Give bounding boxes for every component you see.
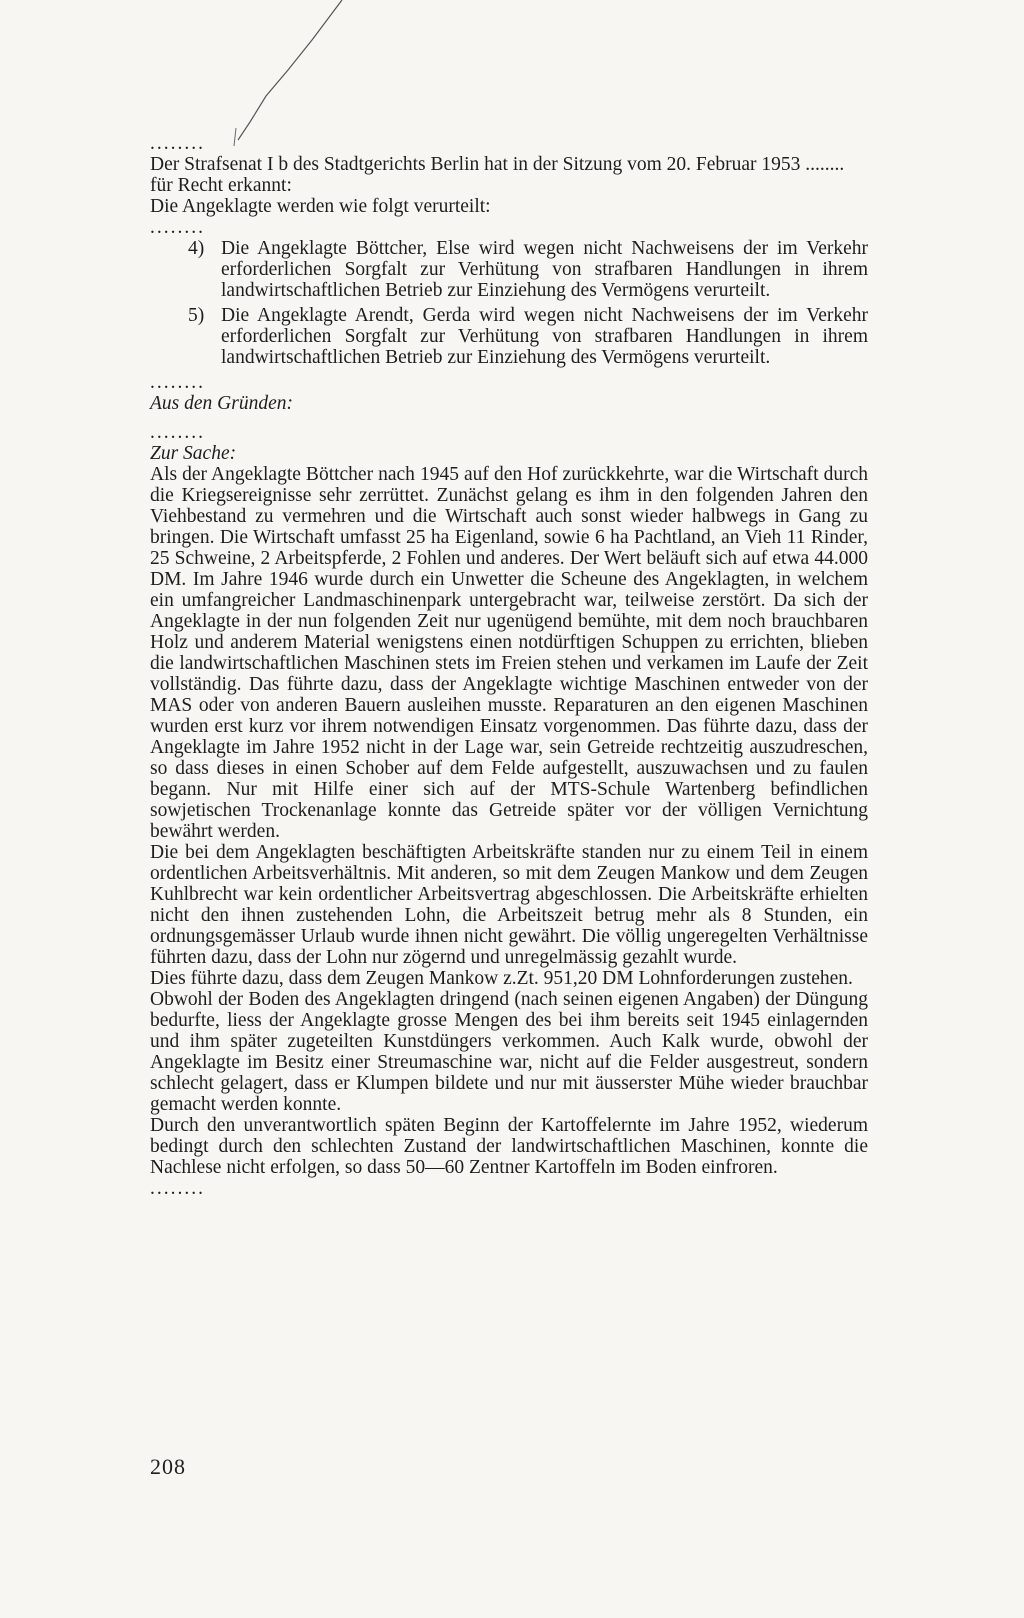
ellipsis-dots: ........ <box>150 422 205 443</box>
ellipsis-dots: ........ <box>150 133 205 154</box>
paragraph: Dies führte dazu, dass dem Zeugen Mankow z.Zt. 951,20 DM Lohnforderungen zustehen. <box>150 968 853 989</box>
paragraph: Als der Angeklagte Böttcher nach 1945 auf den Hof zurückkehrte, war die Wirtschaft durch die Kriegsereignisse sehr zerrüttet. Zunächst gelang es ihm in den folgenden Jahren den Viehbestand zu vermehren und die Wirtschaft auch sonst wieder halbwegs in Gang zu bringen. Die Wirtschaft umfasst 25 ha Eigenland, sowie 6 ha Pachtland, an Vieh 11 Rinder, 25 Schweine, 2 Arbeitspferde, 2 Fohlen und anderes. Der Wert beläuft sich auf etwa 44.000 DM. Im Jahre 1946 wurde durch ein Unwetter die Scheune des Angeklagten, in welchem ein umfangreicher Landmaschinenpark untergebracht war, teilweise zerstört. Da sich der Angeklagte in der nun folgenden Zeit nur ugenügend bemühte, mit dem noch brauchbaren Holz und anderem Material wenigstens einen notdürftigen Schuppen zu errichten, blieben die landwirtschaftlichen Maschinen stets im Freien stehen und verkamen im Laufe der Zeit vollständig. Das führte dazu, dass der Angeklagte wichtige Maschinen entweder von der MAS oder von anderen Bauern ausleihen musste. Reparaturen an den eigenen Maschinen wurden erst kurz vor ihrem notwendigen Einsatz vorgenommen. Das führte dazu, dass der Angeklagte im Jahre 1952 nicht in der Lage war, sein Getreide rechtzeitig auszudreschen, so dass dieses in einen Schober auf dem Felde aufgestellt, auszuwachsen und zu faulen begann. Nur mit Hilfe einer sich auf der MTS-Schule Wartenberg befindlichen sowjetischen Trockenanlage konnte das Getreide später vor der völligen Vernichtung bewährt werden. <box>150 464 868 842</box>
heading-gruende: Aus den Gründen: <box>150 393 293 414</box>
verdict-item-text: Die Angeklagte Böttcher, Else wird wegen nicht Nachweisens der im Verkehr erforderlichen Sorgfalt zur Verhütung von strafbaren Handlungen in ihrem landwirtschaftlichen Betrieb zur Einziehung des Vermögens verurteilt. <box>221 238 868 301</box>
paragraph: Durch den unverantwortlich späten Beginn der Kartoffelernte im Jahre 1952, wiederum bedingt durch den schlechten Zustand der landwirtschaftlichen Maschinen, konnte die Nachlese nicht erfolgen, so dass 50—60 Zentner Kartoffeln im Boden einfroren. <box>150 1115 868 1178</box>
paragraph: Die bei dem Angeklagten beschäftigten Arbeitskräfte standen nur zu einem Teil in einem ordentlichen Arbeitsverhältnis. Mit anderen, so mit dem Zeugen Mankow und dem Zeugen Kuhlbrecht war kein ordentlicher Arbeitsvertrag abgeschlossen. Die Arbeitskräfte erhielten nicht den ihnen zustehenden Lohn, die Arbeitszeit betrug mehr als 8 Stunden, ein ordnungsgemässer Urlaub wurde ihnen nicht gewährt. Die völlig ungeregelten Verhältnisse führten dazu, dass der Lohn nur zögernd und unregelmässig gezahlt wurde. <box>150 842 868 968</box>
fuer-recht-erkannt: für Recht erkannt: <box>150 175 292 196</box>
verdict-item <box>188 305 868 368</box>
verdict-item-number: 5) <box>188 305 205 326</box>
heading-sache: Zur Sache: <box>150 443 237 464</box>
ellipsis-dots: ........ <box>150 372 205 393</box>
verdict-item-text: Die Angeklagte Arendt, Gerda wird wegen nicht Nachweisens der im Verkehr erforderlichen Sorgfalt zur Verhütung von strafbaren Handlungen in ihrem landwirtschaftlichen Betrieb zur Einziehung des Vermögens verurteilt. <box>221 305 868 368</box>
page-number: 208 <box>150 1454 186 1479</box>
ellipsis-dots: ........ <box>150 217 205 238</box>
verdict-item <box>188 238 868 301</box>
document-body <box>150 133 868 1199</box>
paragraph: Obwohl der Boden des Angeklagten dringend (nach seinen eigenen Angaben) der Düngung bedurfte, liess der Angeklagte grosse Mengen des bei ihm bereits seit 1945 einlagernden und ihm später zugeteilten Kunstdüngers verkommen. Auch Kalk wurde, obwohl der Angeklagte im Besitz einer Streumaschine war, nicht auf die Felder ausgestreut, sondern schlecht gelagert, dass er Klumpen bildete und nur mit äusserster Mühe wieder brauchbar gemacht werden konnte. <box>150 989 868 1115</box>
intro-text: Der Strafsenat I b des Stadtgerichts Berlin hat in der Sitzung vom 20. Februar 1953 ........ <box>150 154 845 175</box>
ellipsis-dots: ........ <box>150 1178 205 1199</box>
verdict-list <box>150 238 868 368</box>
verurteilt-line: Die Angeklagte werden wie folgt verurteilt: <box>150 196 491 217</box>
verdict-item-number: 4) <box>188 238 205 259</box>
